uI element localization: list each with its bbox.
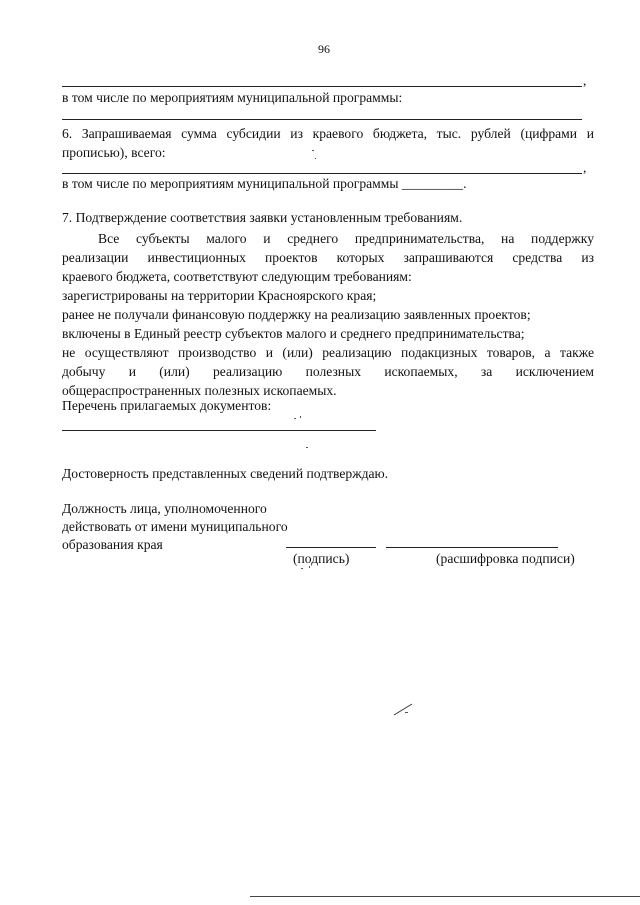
requirement-4-line-3: общераспространенных полезных ископаемых. xyxy=(62,383,337,398)
position-line-2: действовать от имени муниципального xyxy=(62,519,288,534)
section-6-program-text: в том числе по мероприятиям муниципальной программы xyxy=(62,176,399,191)
scan-bottom-edge xyxy=(250,896,640,897)
pen-mark xyxy=(392,700,416,718)
documents-label: Перечень прилагаемых документов: xyxy=(62,398,272,413)
position-line-3: образования края xyxy=(62,537,163,552)
section-6-program-blank: _________. xyxy=(401,176,467,191)
scan-speck xyxy=(315,158,316,159)
documents-blank-line xyxy=(62,430,376,431)
scan-speck xyxy=(294,418,296,419)
program-line: в том числе по мероприятиям муниципальной программы: xyxy=(62,90,403,105)
decoding-caption: (расшифровка подписи) xyxy=(436,551,575,566)
requirement-3: включены в Единый реестр субъектов малого и среднего предпринимательства; xyxy=(62,326,525,341)
blank-line-total xyxy=(62,86,582,87)
section-6-line-2: прописью), всего: xyxy=(62,145,166,160)
signature-caption: (подпись) xyxy=(293,551,350,566)
section-6-program-line xyxy=(62,176,467,192)
blank-line-program xyxy=(62,119,582,120)
requirement-2: ранее не получали финансовую поддержку на реализацию заявленных проектов; xyxy=(62,307,531,322)
section-6-request xyxy=(62,124,594,162)
scan-speck xyxy=(301,568,303,569)
scan-speck xyxy=(300,416,301,418)
intro-line-3: краевого бюджета, соответствуют следующим требованиям: xyxy=(62,269,412,284)
requirement-1: зарегистрированы на территории Красноярского края; xyxy=(62,288,377,303)
page-number: 96 xyxy=(318,42,330,56)
trailing-comma: , xyxy=(583,73,587,88)
section-7-heading: 7. Подтверждение соответствия заявки установленным требованиям. xyxy=(62,210,463,225)
signature-blank-line xyxy=(286,547,376,548)
intro-line-1: Все субъекты малого и среднего предпринимательства, на поддержку xyxy=(98,231,594,246)
requirement-4-line-1: не осуществляют производство и (или) реализацию подакцизных товаров, а также xyxy=(62,345,594,360)
confirmation-text: Достоверность представленных сведений подтверждаю. xyxy=(62,466,389,481)
section-6-line-1: 6. Запрашиваемая сумма субсидии из краевого бюджета, тыс. рублей (цифрами и xyxy=(62,126,594,141)
intro-line-2: реализации инвестиционных проектов которых запрашиваются средства из xyxy=(62,250,594,265)
requirement-4-line-2: добычу и (или) реализацию полезных ископаемых, за исключением xyxy=(62,364,594,379)
position-line-1: Должность лица, уполномоченного xyxy=(62,501,267,516)
scan-speck xyxy=(306,447,308,448)
section-7-body xyxy=(62,229,594,400)
blank-line-amount xyxy=(62,173,582,174)
scan-speck xyxy=(309,566,310,568)
decoding-blank-line xyxy=(386,547,558,548)
trailing-comma-6: , xyxy=(583,160,587,175)
scan-speck xyxy=(312,150,314,151)
